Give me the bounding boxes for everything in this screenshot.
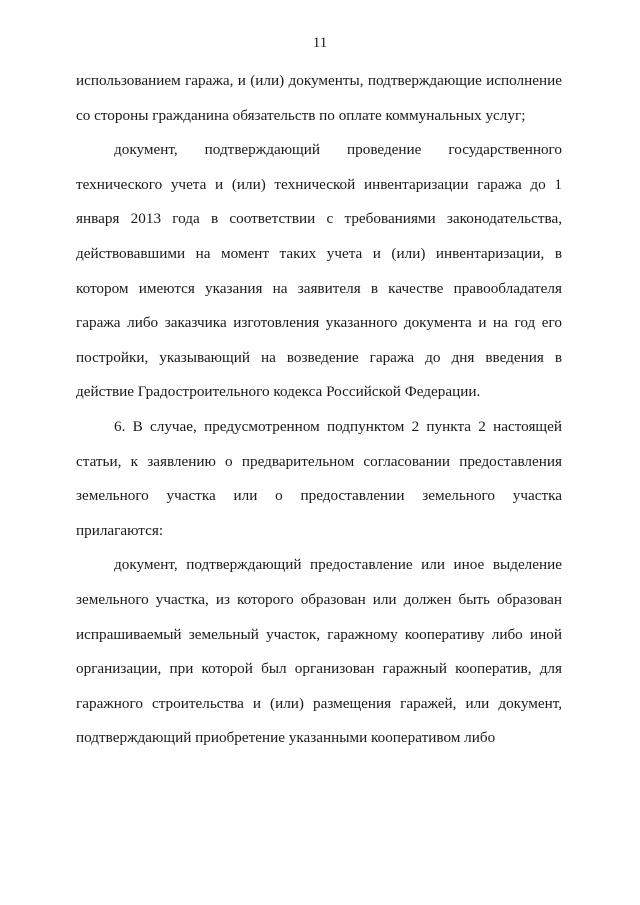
paragraph-inventory-document: документ, подтверждающий проведение государственного технического учета и (или) технической инвентаризации гаража до 1 января 2013 года в соответствии с требованиями законодательства, действовавшими на момент таких учета и (или) инвентаризации, в котором имеются указания на заявителя в качестве правообладателя гаража либо заказчика изготовления указанного документа и на год его постройки, указывающий на возведение гаража до дня введения в действие Градостроительного кодекса Российской Федерации. bbox=[76, 141, 562, 401]
paragraph-continuation: использованием гаража, и (или) документы, подтверждающие исполнение со стороны гражданина обязательств по оплате коммунальных услуг; bbox=[76, 72, 562, 124]
paragraph-item-6: 6. В случае, предусмотренном подпунктом 2 пункта 2 настоящей статьи, к заявлению о предварительном согласовании предоставления земельного участка или о предоставлении земельного участка прилагаются: bbox=[76, 417, 562, 539]
paragraph-allocation-document: документ, подтверждающий предоставление или иное выделение земельного участка, из которого образован или должен быть образован испрашиваемый земельный участок, гаражному кооперативу либо иной организации, при которой был организован гаражный кооператив, для гаражного строительства и (или) размещения гаражей, или документ, подтверждающий приобретение указанными кооперативом либо bbox=[76, 556, 562, 747]
page-number: 11 bbox=[312, 35, 328, 51]
document-body bbox=[76, 64, 562, 756]
